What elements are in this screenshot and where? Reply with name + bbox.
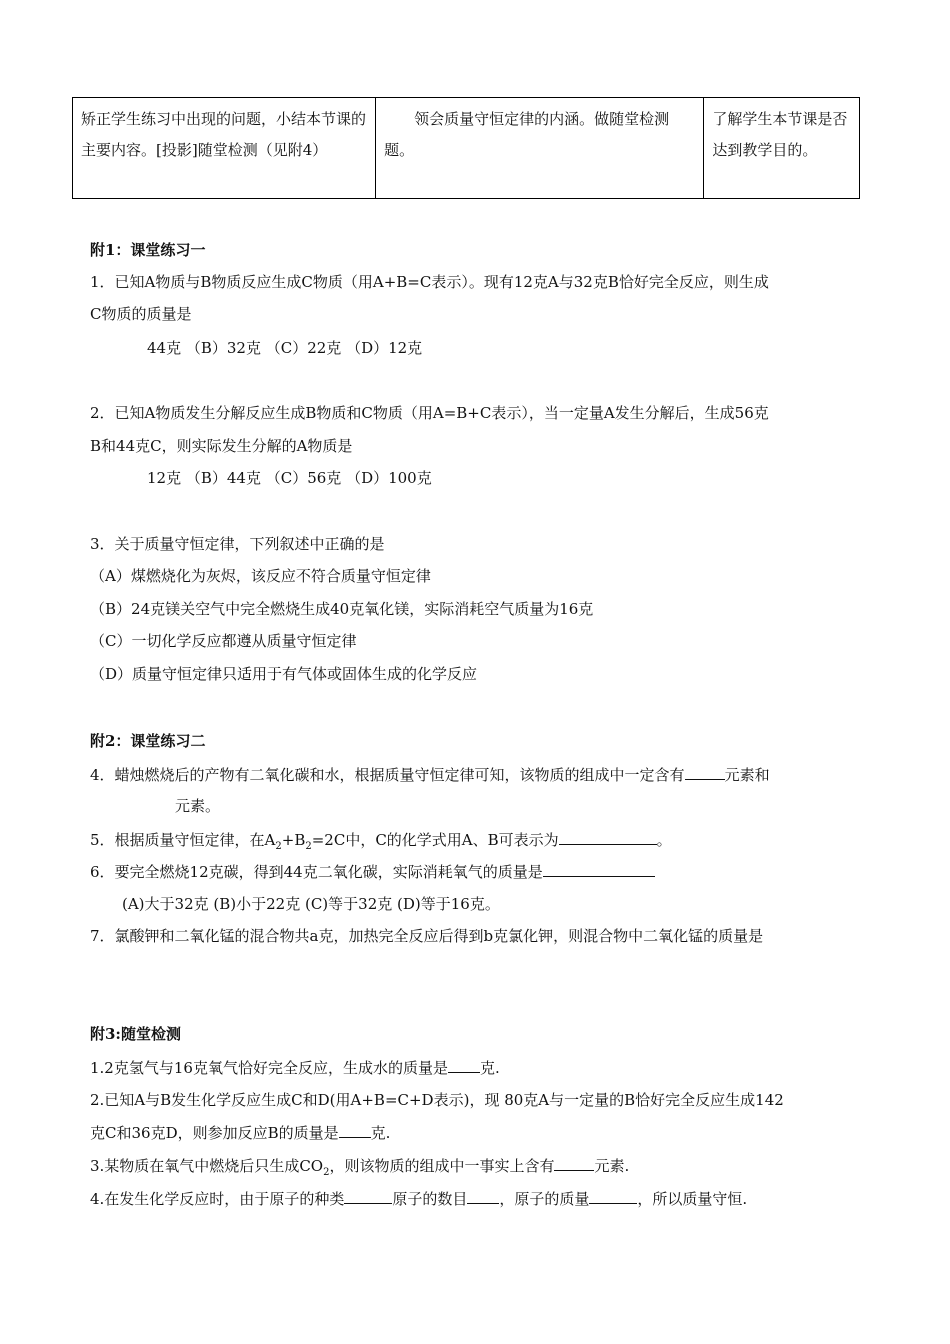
check-item-4 xyxy=(90,1188,747,1209)
table-row xyxy=(73,98,860,199)
answer-blank[interactable] xyxy=(559,829,657,845)
section-heading-2: 附2：课堂练习二 xyxy=(90,732,206,750)
answer-blank[interactable] xyxy=(543,861,655,877)
check-item-4-text-4: ，所以质量守恒. xyxy=(637,1190,748,1208)
answer-blank[interactable] xyxy=(448,1057,480,1073)
question-2-line-1: 2．已知A物质发生分解反应生成B物质和C物质（用A=B+C表示），当一定量A发生分解后，生成56克 xyxy=(90,404,769,422)
check-item-3-text: 3.某物质在氧气中燃烧后只生成CO xyxy=(90,1157,324,1175)
question-3-option-c: （C）一切化学反应都遵从质量守恒定律 xyxy=(90,632,357,650)
answer-blank[interactable] xyxy=(339,1122,371,1138)
check-item-3 xyxy=(90,1155,629,1183)
question-5 xyxy=(90,829,672,857)
check-item-1-text-2: 克. xyxy=(479,1059,500,1077)
check-item-4-text-3: ，原子的质量 xyxy=(499,1190,590,1208)
check-item-4-text-2: 原子的数目 xyxy=(392,1190,468,1208)
question-3-stem: 3．关于质量守恒定律，下列叙述中正确的是 xyxy=(90,535,385,553)
check-item-3-text-3: 元素. xyxy=(594,1157,630,1175)
question-6-text: 6．要完全燃烧12克碳，得到44克二氧化碳，实际消耗氧气的质量是 xyxy=(90,863,543,881)
question-5-text: 5．根据质量守恒定律，在A xyxy=(90,831,276,849)
subscript: 2 xyxy=(323,1167,330,1178)
question-1-options: 44克 （B）32克 （C）22克 （D）12克 xyxy=(147,339,423,357)
table-cell-design-intent: 了解学生本节课是否达到教学目的。 xyxy=(704,98,860,199)
question-6-options: (A)大于32克 (B)小于22克 (C)等于32克 (D)等于16克。 xyxy=(122,895,500,913)
subscript: 2 xyxy=(305,841,312,852)
question-4-line-2 xyxy=(175,796,220,816)
question-3-option-b: （B）24克镁关空气中完全燃烧生成40克氧化镁，实际消耗空气质量为16克 xyxy=(90,600,594,618)
question-3-option-d: （D）质量守恒定律只适用于有气体或固体生成的化学反应 xyxy=(90,665,478,683)
question-4-text-2: 元素和 xyxy=(724,766,770,784)
question-4-line-1 xyxy=(90,764,770,785)
answer-blank[interactable] xyxy=(685,764,725,780)
check-item-3-text-2: ，则该物质的组成中一事实上含有 xyxy=(329,1157,555,1175)
question-1-line-1: 1．已知A物质与B物质反应生成C物质（用A+B=C表示）。现有12克A与32克B恰好完全反应，则生成 xyxy=(90,273,769,291)
question-5-text-2: +B xyxy=(281,831,306,849)
check-item-1 xyxy=(90,1057,500,1078)
question-4-text-3: 元素。 xyxy=(175,797,221,815)
answer-blank[interactable] xyxy=(344,1188,392,1204)
question-6 xyxy=(90,861,655,882)
question-5-text-3: =2C中，C的化学式用A、B可表示为 xyxy=(311,831,559,849)
answer-blank[interactable] xyxy=(589,1188,637,1204)
check-item-2-line-2 xyxy=(90,1122,390,1143)
check-item-2-line-1: 2.已知A与B发生化学反应生成C和D(用A+B=C+D表示)，现 80克A与一定量的B恰好完全反应生成142 xyxy=(90,1091,784,1109)
question-4-text: 4．蜡烛燃烧后的产物有二氧化碳和水，根据质量守恒定律可知，该物质的组成中一定含有 xyxy=(90,766,685,784)
question-1-line-2: C物质的质量是 xyxy=(90,305,192,323)
answer-blank[interactable] xyxy=(467,1188,499,1204)
check-item-4-text: 4.在发生化学反应时，由于原子的种类 xyxy=(90,1190,345,1208)
question-3-option-a: （A）煤燃烧化为灰烬，该反应不符合质量守恒定律 xyxy=(90,567,431,585)
question-7: 7．氯酸钾和二氧化锰的混合物共a克，加热完全反应后得到b克氯化钾，则混合物中二氧化锰的质量是 xyxy=(90,927,764,945)
question-2-options: 12克 （B）44克 （C）56克 （D）100克 xyxy=(147,469,432,487)
table-cell-teacher-activity: 矫正学生练习中出现的问题，小结本节课的主要内容。[投影]随堂检测（见附4） xyxy=(73,98,376,199)
question-2-line-2: B和44克C，则实际发生分解的A物质是 xyxy=(90,437,353,455)
lesson-plan-table xyxy=(72,97,860,199)
section-heading-3: 附3:随堂检测 xyxy=(90,1025,181,1043)
answer-blank[interactable] xyxy=(554,1155,594,1171)
section-heading-1: 附1：课堂练习一 xyxy=(90,241,206,259)
check-item-2-text-2: 克. xyxy=(370,1124,391,1142)
check-item-2-text: 克C和36克D，则参加反应B的质量是 xyxy=(90,1124,339,1142)
subscript: 2 xyxy=(275,841,282,852)
question-5-text-4: 。 xyxy=(656,831,672,849)
check-item-1-text: 1.2克氢气与16克氧气恰好完全反应，生成水的质量是 xyxy=(90,1059,448,1077)
table-cell-student-activity: 领会质量守恒定律的内涵。做随堂检测题。 xyxy=(376,98,704,199)
